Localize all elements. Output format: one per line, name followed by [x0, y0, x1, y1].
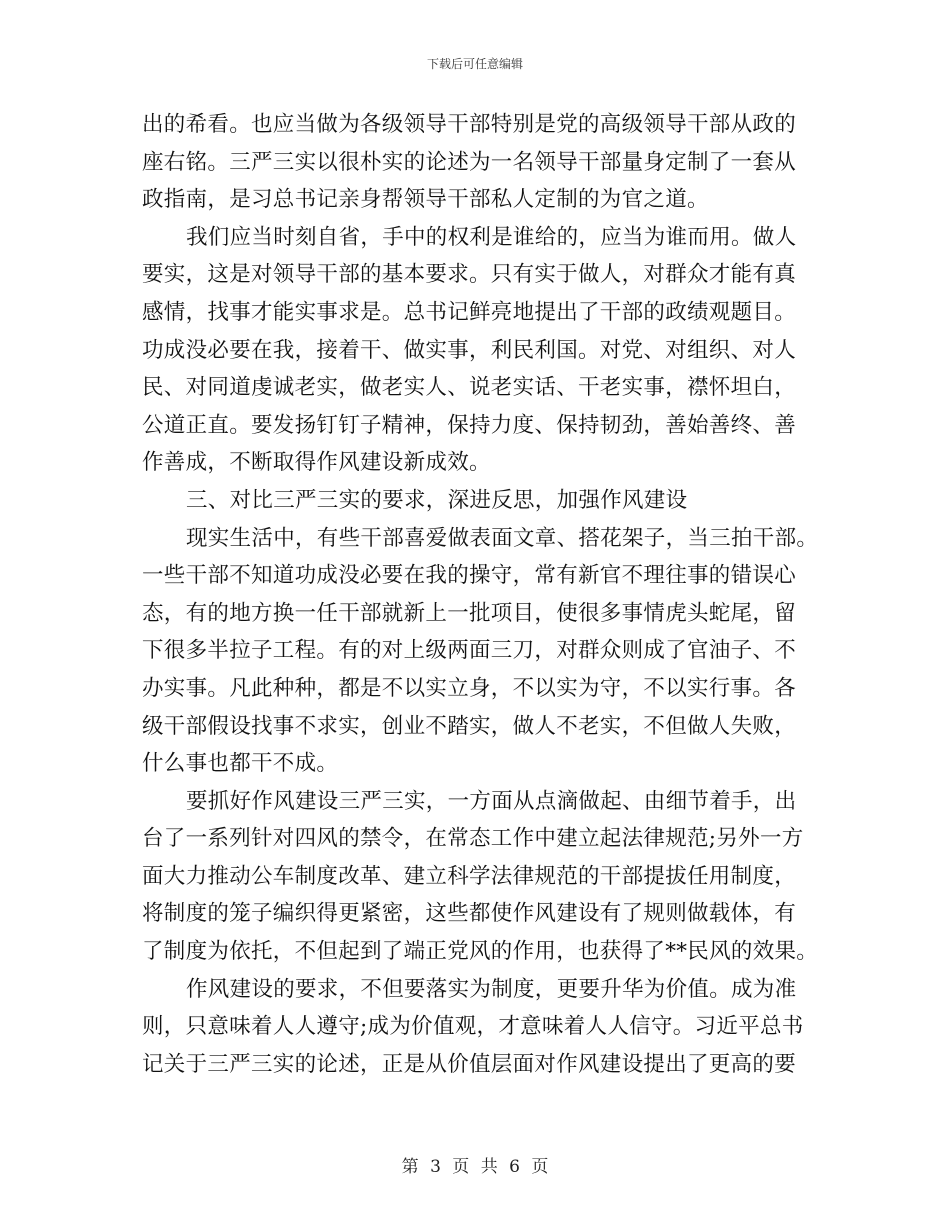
text-line: 一些干部不知道功成没必要在我的操守，常有新官不理往事的错误心 — [142, 563, 797, 589]
text-line: 什么事也都干不成。 — [142, 751, 339, 777]
paragraph-start-line: 我们应当时刻自省，手中的权利是谁给的，应当为谁而用。做人 — [186, 224, 797, 250]
text-line: 座右铭。三严三实以很朴实的论述为一名领导干部量身定制了一套从 — [142, 149, 797, 175]
text-line: 了制度为依托，不但起到了端正党风的作用，也获得了**民风的效果。 — [142, 939, 819, 965]
text-line: 将制度的笼子编织得更紧密，这些都使作风建设有了规则做载体，有 — [142, 901, 797, 927]
text-line: 政指南，是习总书记亲身帮领导干部私人定制的为官之道。 — [142, 187, 709, 213]
text-line: 公道正直。要发扬钉钉子精神，保持力度、保持韧劲，善始善终、善 — [142, 412, 797, 438]
page-header: 下载后可任意编辑 — [426, 57, 523, 71]
text-line: 感情，找事才能实事求是。总书记鲜亮地提出了干部的政绩观题目。 — [142, 299, 797, 325]
text-line: 办实事。凡此种种，都是不以实立身，不以实为守，不以实行事。各 — [142, 675, 797, 701]
paragraph-start-line: 作风建设的要求，不但要落实为制度，更要升华为价值。成为准 — [186, 976, 797, 1002]
text-line: 面大力推动公车制度改革、建立科学法律规范的干部提拔任用制度， — [142, 863, 797, 889]
text-line: 下很多半拉子工程。有的对上级两面三刀，对群众则成了官油子、不 — [142, 638, 797, 664]
text-line: 民、对同道虔诚老实，做老实人、说老实话、干老实事，襟怀坦白， — [142, 375, 797, 401]
text-line: 功成没必要在我，接着干、做实事，利民利国。对党、对组织、对人 — [142, 337, 797, 363]
document-body — [142, 106, 819, 1083]
page-footer: 第 3 页 共 6 页 — [401, 1157, 549, 1177]
text-line: 要实，这是对领导干部的基本要求。只有实于做人，对群众才能有真 — [142, 262, 797, 288]
text-line: 级干部假设找事不求实，创业不踏实，做人不老实，不但做人失败， — [142, 713, 797, 739]
paragraph-start-line: 要抓好作风建设三严三实，一方面从点滴做起、由细节着手，出 — [186, 788, 797, 814]
text-line: 记关于三严三实的论述，正是从价值层面对作风建设提出了更高的要 — [142, 1051, 797, 1077]
text-line: 作善成，不断取得作风建设新成效。 — [142, 450, 491, 476]
text-line: 态，有的地方换一任干部就新上一批项目，使很多事情虎头蛇尾，留 — [142, 600, 797, 626]
text-line: 台了一系列针对四风的禁令，在常态工作中建立起法律规范;另外一方 — [142, 826, 804, 852]
section-heading: 三、对比三严三实的要求，深进反思，加强作风建设 — [186, 487, 688, 513]
text-line: 出的希看。也应当做为各级领导干部特别是党的高级领导干部从政的 — [142, 112, 797, 137]
paragraph-start-line: 现实生活中，有些干部喜爱做表面文章、搭花架子，当三拍干部。 — [186, 525, 819, 551]
text-line: 则，只意味着人人遵守;成为价值观，才意味着人人信守。习近平总书 — [142, 1014, 804, 1040]
